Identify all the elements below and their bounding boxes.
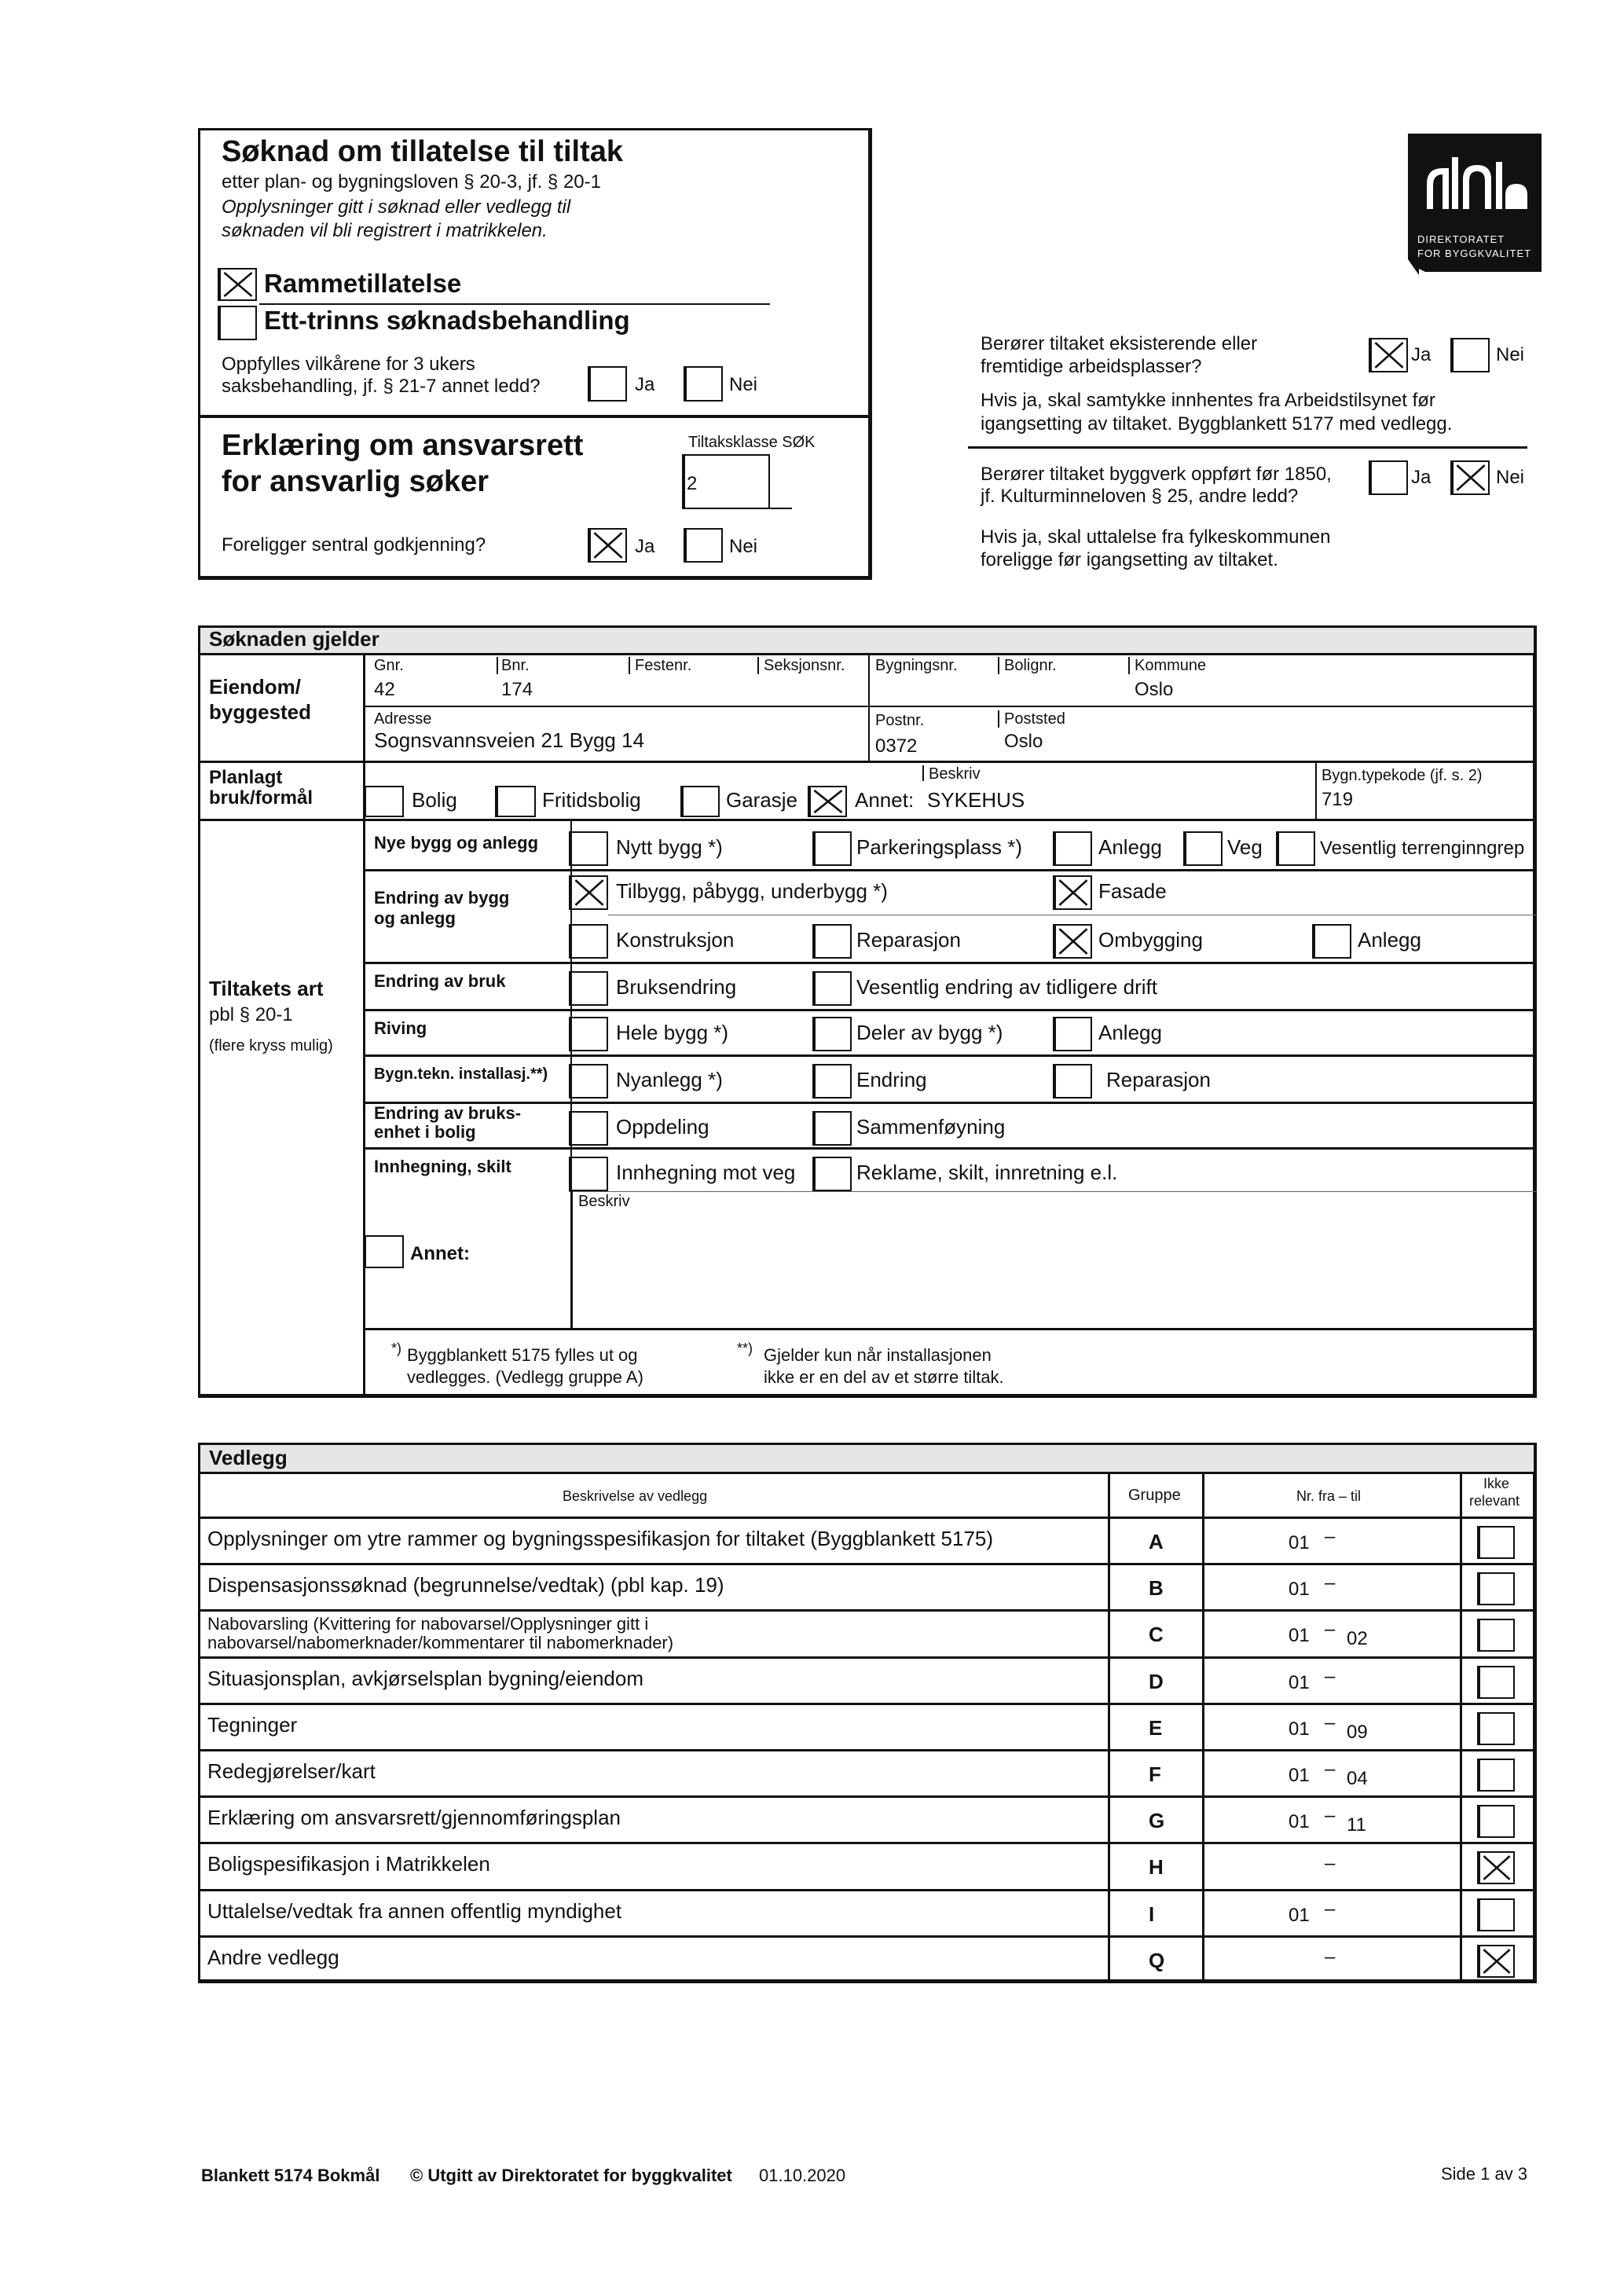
- vilkar-nei-label: Nei: [729, 374, 758, 395]
- col-divider-ikke: [1460, 1474, 1462, 1982]
- arbeidsplasser-question-line1: Berører tiltaket eksisterende eller: [981, 333, 1258, 354]
- divider: [198, 1795, 1537, 1798]
- vedlegg-row-description: Nabovarsling (Kvittering for nabovarsel/Opplysninger gitt i: [207, 1614, 649, 1634]
- adresse-label: Adresse: [374, 710, 432, 728]
- divider: [682, 508, 792, 509]
- col-beskrivelse-header: Beskrivelse av vedlegg: [563, 1488, 708, 1504]
- byggverk-ja-label: Ja: [1411, 467, 1432, 488]
- terrenginngrep-label: Vesentlig terrenginngrep: [1320, 838, 1525, 859]
- vedlegg-row-gruppe: F: [1149, 1762, 1161, 1786]
- vedlegg-row-gruppe: G: [1149, 1809, 1165, 1832]
- nyanlegg-checkbox[interactable]: [569, 1064, 608, 1098]
- divider: [363, 1328, 1537, 1330]
- bnr-value[interactable]: 174: [501, 679, 533, 700]
- form-title: Søknad om tillatelse til tiltak: [222, 135, 624, 168]
- arbeidsplasser-nei-checkbox[interactable]: [1450, 338, 1490, 372]
- footer-utgitt: © Utgitt av Direktoratet for byggkvalitet: [410, 2166, 732, 2185]
- reklame-checkbox[interactable]: [812, 1157, 852, 1191]
- vedlegg-row-dash: –: [1325, 1712, 1336, 1733]
- tiltaksklasse-label: Tiltaksklasse SØK: [688, 434, 816, 451]
- checked-x-icon: [811, 787, 845, 816]
- registration-note-line1: Opplysninger gitt i søknad eller vedlegg til: [222, 196, 571, 218]
- bruksendring-checkbox[interactable]: [569, 971, 608, 1006]
- arbeidsplasser-question-line2: fremtidige arbeidsplasser?: [981, 356, 1202, 377]
- vedlegg-row-dash: –: [1325, 1572, 1336, 1594]
- footnote2-marker: **): [737, 1341, 753, 1356]
- divider: [757, 657, 759, 674]
- vedlegg-row-nr-fra[interactable]: 01: [1289, 1625, 1310, 1646]
- vedlegg-row-description: Opplysninger om ytre rammer og bygningsspesifikasjon for tiltaket (Byggblankett 5175): [207, 1527, 994, 1550]
- fasade-checkbox[interactable]: [1053, 875, 1092, 910]
- soknaden-gjelder-heading: Søknaden gjelder: [209, 627, 379, 651]
- vedlegg-row-gruppe: E: [1149, 1716, 1163, 1740]
- nytt-bygg-checkbox[interactable]: [569, 831, 608, 866]
- nytt-bygg-label: Nytt bygg *): [616, 835, 723, 859]
- vedlegg-row-gruppe: Q: [1149, 1949, 1165, 1972]
- nye-bygg-label: Nye bygg og anlegg: [374, 833, 539, 853]
- veg-label: Veg: [1227, 835, 1263, 859]
- kommune-label: Kommune: [1135, 657, 1207, 674]
- arbeidsplasser-ja-label: Ja: [1411, 344, 1432, 365]
- label-column-divider: [363, 655, 365, 1396]
- seksjonsnr-label: Seksjonsnr.: [764, 657, 845, 674]
- veg-checkbox[interactable]: [1183, 831, 1223, 866]
- col-nr-header: Nr. fra – til: [1296, 1488, 1362, 1504]
- section-header-bar: [200, 628, 1534, 653]
- fritidsbolig-checkbox[interactable]: [495, 786, 536, 817]
- ett-trinns-checkbox[interactable]: [218, 306, 257, 340]
- byggverk-question-line1: Berører tiltaket byggverk oppført før 1850,: [981, 464, 1332, 485]
- form-subtitle: etter plan- og bygningsloven § 20-3, jf. § 20-1: [222, 171, 601, 193]
- vedlegg-row-nr-til[interactable]: 02: [1347, 1628, 1368, 1649]
- vedlegg-row-description: Erklæring om ansvarsrett/gjennomføringsplan: [207, 1806, 621, 1829]
- ikke-relevant-checkbox[interactable]: [1477, 1666, 1515, 1699]
- tiltakets-art-label: Tiltakets art: [209, 977, 324, 1000]
- beskriv-label: Beskriv: [929, 765, 981, 783]
- gnr-value[interactable]: 42: [374, 679, 395, 700]
- divider: [198, 761, 1537, 763]
- divider: [998, 710, 999, 728]
- vedlegg-row-dash: –: [1325, 1898, 1336, 1920]
- gnr-label: Gnr.: [374, 657, 404, 674]
- reparasjon-bygg-label: Reparasjon: [856, 928, 961, 952]
- logo-text-line2: FOR BYGGKVALITET: [1417, 248, 1532, 259]
- fylkeskommunen-note-line1: Hvis ja, skal uttalelse fra fylkeskommunen: [981, 526, 1331, 548]
- footer-blankett: Blankett 5174 Bokmål: [201, 2166, 380, 2185]
- planlagt-label-line2: bruk/formål: [209, 787, 313, 809]
- erklaering-title-line1: Erklæring om ansvarsrett: [222, 429, 584, 462]
- endring-bygg-label-line2: og anlegg: [374, 908, 456, 928]
- vedlegg-row-dash: –: [1325, 1946, 1336, 1968]
- ikke-relevant-checkbox[interactable]: [1477, 1945, 1515, 1978]
- fritidsbolig-label: Fritidsbolig: [542, 788, 641, 812]
- vilkar-ja-label: Ja: [635, 374, 655, 395]
- divider: [198, 415, 871, 418]
- bygn-tekn-label: Bygn.tekn. installasj.**): [374, 1065, 548, 1083]
- vedlegg-row-nr-til[interactable]: 11: [1347, 1814, 1366, 1836]
- hele-bygg-checkbox[interactable]: [569, 1017, 608, 1051]
- ikke-relevant-checkbox[interactable]: [1477, 1805, 1515, 1838]
- oppdeling-checkbox[interactable]: [569, 1111, 608, 1146]
- annet-tiltak-label: Annet:: [410, 1243, 470, 1264]
- dibk-logo: [1408, 134, 1542, 275]
- vedlegg-row-nr-fra[interactable]: 01: [1289, 1765, 1310, 1786]
- divider: [998, 657, 999, 674]
- tilbygg-checkbox[interactable]: [569, 875, 608, 910]
- ikke-relevant-checkbox[interactable]: [1477, 1712, 1515, 1745]
- ikke-relevant-checkbox[interactable]: [1477, 1759, 1515, 1792]
- logo-text-line1: DIREKTORATET: [1417, 233, 1505, 245]
- checked-x-icon: [572, 877, 607, 908]
- vedlegg-row-dash: –: [1325, 1666, 1336, 1687]
- vedlegg-row-dash: –: [1325, 1759, 1336, 1780]
- divider: [363, 1009, 1537, 1011]
- vilkar-question-line1: Oppfylles vilkårene for 3 ukers: [222, 354, 475, 375]
- bolig-checkbox[interactable]: [363, 786, 404, 817]
- divider: [198, 1749, 1537, 1751]
- divider: [363, 1102, 1537, 1104]
- divider: [363, 1054, 1537, 1057]
- vilkar-ja-checkbox[interactable]: [588, 366, 627, 402]
- vedlegg-row-gruppe: A: [1149, 1530, 1164, 1553]
- sentral-ja-checkbox[interactable]: [588, 528, 627, 563]
- fylkeskommunen-note-line2: foreligge før igangsetting av tiltaket.: [981, 549, 1278, 570]
- beskriv-annet-field[interactable]: [574, 1210, 1532, 1325]
- sentral-nei-label: Nei: [729, 536, 758, 557]
- col-ikke-header-1: Ikke: [1483, 1476, 1510, 1491]
- arbeidstilsynet-note-line2: igangsetting av tiltaket. Byggblankett 5177 med vedlegg.: [981, 413, 1453, 435]
- footer-page: Side 1 av 3: [1441, 2164, 1528, 2184]
- bolignr-label: Bolignr.: [1004, 657, 1057, 674]
- vedlegg-row-description: Andre vedlegg: [207, 1946, 339, 1969]
- sammenfoyning-checkbox[interactable]: [812, 1111, 852, 1146]
- poststed-value[interactable]: Oslo: [1004, 731, 1043, 752]
- arbeidsplasser-ja-checkbox[interactable]: [1369, 338, 1408, 372]
- fasade-label: Fasade: [1098, 879, 1167, 903]
- erklaering-title-line2: for ansvarlig søker: [222, 465, 489, 498]
- konstruksjon-label: Konstruksjon: [616, 928, 735, 952]
- divider: [1128, 657, 1130, 674]
- vedlegg-row-nr-fra[interactable]: 01: [1289, 1672, 1310, 1693]
- annet-tiltak-checkbox[interactable]: [363, 1235, 404, 1268]
- footer-date: 01.10.2020: [759, 2166, 846, 2185]
- divider: [868, 655, 870, 761]
- byggverk-nei-label: Nei: [1496, 467, 1525, 488]
- ikke-relevant-checkbox[interactable]: [1477, 1619, 1515, 1652]
- vilkar-question-line2: saksbehandling, jf. § 21-7 annet ledd?: [222, 376, 541, 397]
- bolig-label: Bolig: [412, 788, 457, 812]
- footnote1-line2: vedlegges. (Vedlegg gruppe A): [407, 1367, 643, 1387]
- kommune-value[interactable]: Oslo: [1135, 679, 1174, 700]
- checked-x-icon: [1056, 877, 1091, 908]
- anlegg-riving-label: Anlegg: [1098, 1021, 1162, 1044]
- checked-x-icon: [1480, 1853, 1513, 1883]
- ombygging-checkbox[interactable]: [1053, 924, 1092, 959]
- endring-tekn-checkbox[interactable]: [812, 1064, 852, 1098]
- parkeringsplass-label: Parkeringsplass *): [856, 835, 1022, 859]
- vesentlig-endring-label: Vesentlig endring av tidligere drift: [856, 975, 1158, 999]
- checked-x-icon: [591, 530, 625, 561]
- footnote1-marker: *): [391, 1341, 401, 1356]
- annet-bruk-value[interactable]: SYKEHUS: [927, 788, 1025, 812]
- checked-x-icon: [1454, 462, 1488, 493]
- section-header-bar: [200, 1445, 1534, 1472]
- deler-av-bygg-checkbox[interactable]: [812, 1017, 852, 1051]
- innhegning-checkbox[interactable]: [569, 1157, 608, 1191]
- vedlegg-row-dash: –: [1325, 1526, 1336, 1547]
- terrenginngrep-checkbox[interactable]: [1276, 831, 1315, 866]
- divider: [363, 962, 1537, 964]
- bruksenhet-label-line1: Endring av bruks-: [374, 1103, 522, 1123]
- footnote2-line2: ikke er en del av et større tiltak.: [764, 1367, 1004, 1387]
- vesentlig-endring-checkbox[interactable]: [812, 971, 852, 1006]
- sentral-godkjenning-question: Foreligger sentral godkjenning?: [222, 534, 486, 556]
- divider: [198, 819, 1537, 821]
- rammetillatelse-checkbox[interactable]: [218, 268, 257, 301]
- col-divider-gruppe: [1108, 1474, 1110, 1982]
- col-ikke-header-2: relevant: [1469, 1493, 1520, 1509]
- divider: [569, 1191, 1537, 1192]
- vedlegg-row-dash: –: [1325, 1805, 1336, 1826]
- divider: [198, 1703, 1537, 1705]
- annet-bruk-checkbox[interactable]: [808, 786, 847, 817]
- vedlegg-row-description: Dispensasjonssøknad (begrunnelse/vedtak) (pbl kap. 19): [207, 1573, 724, 1597]
- checked-x-icon: [1056, 926, 1091, 957]
- vedlegg-row-dash: –: [1325, 1853, 1336, 1874]
- eiendom-label-line1: Eiendom/: [209, 675, 302, 699]
- col-divider-nr: [1202, 1474, 1204, 1982]
- col-gruppe-header: Gruppe: [1128, 1487, 1181, 1504]
- arbeidsplasser-nei-label: Nei: [1496, 344, 1525, 365]
- ombygging-label: Ombygging: [1098, 928, 1203, 952]
- reparasjon-bygg-checkbox[interactable]: [812, 924, 852, 959]
- rammetillatelse-label: Rammetillatelse: [264, 269, 462, 298]
- vedlegg-row-description: Boligspesifikasjon i Matrikkelen: [207, 1852, 490, 1876]
- vedlegg-row-description: Tegninger: [207, 1713, 298, 1737]
- divider: [363, 1147, 1537, 1150]
- vedlegg-row-nr-fra[interactable]: 01: [1289, 1811, 1310, 1832]
- checked-x-icon: [1372, 339, 1406, 371]
- ikke-relevant-checkbox[interactable]: [1477, 1572, 1515, 1605]
- divider: [198, 1609, 1537, 1612]
- garasje-label: Garasje: [726, 788, 798, 812]
- checked-x-icon: [1480, 1946, 1513, 1976]
- annet-bruk-label: Annet:: [855, 788, 915, 812]
- sentral-nei-checkbox[interactable]: [684, 528, 723, 563]
- footnote1-line1: Byggblankett 5175 fylles ut og: [407, 1345, 638, 1365]
- eiendom-label-line2: byggested: [209, 700, 312, 724]
- oppdeling-label: Oppdeling: [616, 1115, 709, 1139]
- reparasjon-tekn-checkbox[interactable]: [1053, 1064, 1092, 1098]
- tilbygg-label: Tilbygg, påbygg, underbygg *): [616, 879, 888, 903]
- divider: [259, 303, 770, 305]
- arbeidstilsynet-note-line1: Hvis ja, skal samtykke innhentes fra Arbeidstilsynet før: [981, 390, 1435, 411]
- nyanlegg-label: Nyanlegg *): [616, 1068, 723, 1091]
- divider: [198, 1517, 1537, 1519]
- divider: [198, 1656, 1537, 1659]
- poststed-label: Poststed: [1004, 710, 1065, 728]
- postnr-label: Postnr.: [875, 712, 925, 729]
- vedlegg-row-nr-fra[interactable]: 01: [1289, 1532, 1310, 1553]
- ett-trinns-label: Ett-trinns søknadsbehandling: [264, 306, 630, 335]
- bnr-label: Bnr.: [501, 657, 530, 674]
- ikke-relevant-checkbox[interactable]: [1477, 1898, 1515, 1931]
- endring-tekn-label: Endring: [856, 1068, 927, 1091]
- divider: [363, 706, 1537, 707]
- vedlegg-row-nr-til[interactable]: 09: [1347, 1722, 1368, 1743]
- divider: [497, 657, 498, 674]
- vedlegg-row-gruppe: D: [1149, 1670, 1164, 1693]
- deler-av-bygg-label: Deler av bygg *): [856, 1021, 1003, 1044]
- parkeringsplass-checkbox[interactable]: [812, 831, 852, 866]
- vedlegg-row-nr-fra[interactable]: 01: [1289, 1579, 1310, 1600]
- footnote2-line1: Gjelder kun når installasjonen: [764, 1345, 992, 1365]
- anlegg-riving-checkbox[interactable]: [1053, 1017, 1092, 1051]
- vilkar-nei-checkbox[interactable]: [684, 366, 723, 402]
- tiltaksklasse-value: 2: [687, 473, 698, 494]
- typekode-label: Bygn.typekode (jf. s. 2): [1322, 767, 1483, 784]
- byggverk-question-line2: jf. Kulturminneloven § 25, andre ledd?: [981, 486, 1299, 507]
- riving-label: Riving: [374, 1018, 427, 1038]
- tiltakets-art-note: (flere kryss mulig): [209, 1037, 333, 1054]
- innhegning-label: Innhegning, skilt: [374, 1157, 511, 1176]
- sentral-ja-label: Ja: [635, 536, 655, 557]
- endring-bygg-label-line1: Endring av bygg: [374, 888, 510, 908]
- garasje-checkbox[interactable]: [680, 786, 720, 817]
- registration-note-line2: søknaden vil bli registrert i matrikkelen.: [222, 220, 548, 241]
- anlegg-nye-checkbox[interactable]: [1053, 831, 1092, 866]
- vedlegg-heading: Vedlegg: [209, 1446, 288, 1469]
- tiltakets-art-pbl: pbl § 20-1: [209, 1004, 293, 1025]
- divider: [922, 765, 924, 781]
- divider: [198, 1842, 1537, 1844]
- divider: [570, 1191, 573, 1328]
- vedlegg-row-description: Situasjonsplan, avkjørselsplan bygning/eiendom: [207, 1667, 643, 1690]
- vedlegg-row-gruppe: C: [1149, 1623, 1164, 1646]
- divider: [198, 653, 1537, 655]
- sammenfoyning-label: Sammenføyning: [856, 1115, 1006, 1139]
- divider: [1315, 762, 1317, 819]
- festenr-label: Festenr.: [635, 657, 692, 674]
- divider: [198, 1889, 1537, 1891]
- byggverk-ja-checkbox[interactable]: [1369, 460, 1408, 495]
- endring-bruk-label: Endring av bruk: [374, 971, 506, 991]
- divider: [198, 1935, 1537, 1938]
- bygningsnr-label: Bygningsnr.: [875, 657, 958, 674]
- divider: [629, 657, 630, 674]
- bruksenhet-label-line2: enhet i bolig: [374, 1122, 476, 1142]
- reparasjon-tekn-label: Reparasjon: [1106, 1068, 1211, 1091]
- beskriv-annet-label: Beskriv: [578, 1193, 630, 1210]
- adresse-value[interactable]: Sognsvannsveien 21 Bygg 14: [374, 728, 645, 752]
- divider: [968, 446, 1527, 449]
- vedlegg-row-nr-fra[interactable]: 01: [1289, 1718, 1310, 1740]
- vedlegg-row-gruppe: H: [1149, 1855, 1164, 1879]
- divider: [363, 869, 1537, 871]
- anlegg-endring-label: Anlegg: [1358, 928, 1421, 952]
- vedlegg-row-description: Uttalelse/vedtak fra annen offentlig myndighet: [207, 1899, 622, 1923]
- vedlegg-row-nr-fra[interactable]: 01: [1289, 1905, 1310, 1926]
- vedlegg-row-dash: –: [1325, 1619, 1336, 1640]
- konstruksjon-checkbox[interactable]: [569, 924, 608, 959]
- ikke-relevant-checkbox[interactable]: [1477, 1526, 1515, 1559]
- vedlegg-row-nr-til[interactable]: 04: [1347, 1768, 1368, 1789]
- bruksendring-label: Bruksendring: [616, 975, 737, 999]
- ikke-relevant-checkbox[interactable]: [1477, 1851, 1515, 1884]
- divider: [198, 1563, 1537, 1565]
- planlagt-label-line1: Planlagt: [209, 767, 283, 788]
- postnr-value[interactable]: 0372: [875, 735, 918, 757]
- byggverk-nei-checkbox[interactable]: [1450, 460, 1490, 495]
- anlegg-endring-checkbox[interactable]: [1312, 924, 1351, 959]
- vedlegg-row-gruppe: I: [1149, 1902, 1155, 1926]
- vedlegg-row-gruppe: B: [1149, 1576, 1164, 1600]
- hele-bygg-label: Hele bygg *): [616, 1021, 729, 1044]
- reklame-label: Reklame, skilt, innretning e.l.: [856, 1161, 1118, 1184]
- divider: [198, 1472, 1537, 1474]
- anlegg-nye-label: Anlegg: [1098, 835, 1162, 859]
- vedlegg-row-description-line2: nabovarsel/nabomerknader/kommentarer til nabomerknader): [207, 1633, 674, 1652]
- innhegning-mot-veg-label: Innhegning mot veg: [616, 1161, 796, 1184]
- typekode-value[interactable]: 719: [1322, 789, 1354, 810]
- vedlegg-row-description: Redegjørelser/kart: [207, 1759, 376, 1783]
- checked-x-icon: [221, 270, 255, 299]
